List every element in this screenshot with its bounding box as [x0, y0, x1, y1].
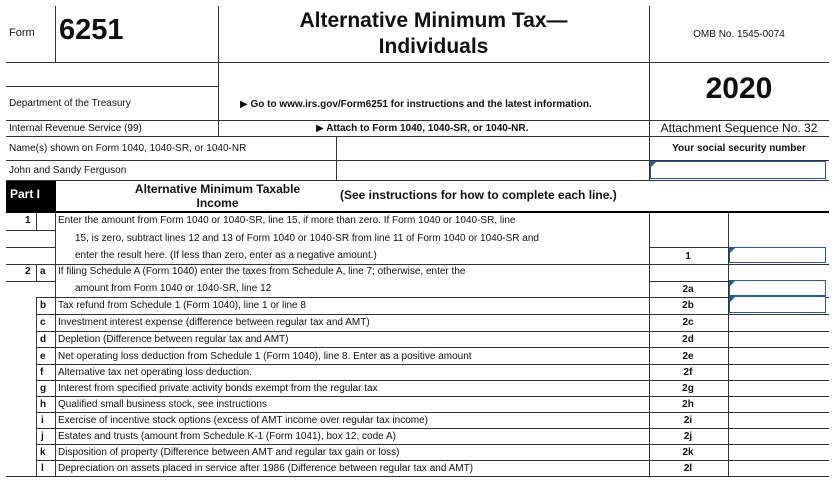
ssn-label: Your social security number: [672, 143, 806, 154]
line-2b-box-label: 2b: [682, 300, 694, 311]
form-title-line2: Individuals: [378, 35, 489, 58]
line-2e-text: Net operating loss deduction from Schedule 1 (Form 1040), line 8. Enter as a positive amount: [58, 351, 472, 362]
line-2i-text: Exercise of incentive stock options (excess of AMT income over regular tax income): [58, 415, 428, 426]
line-1-text-3: enter the result here. (If less than zero, enter as a negative amount.): [75, 250, 377, 261]
line-2c-box-label: 2c: [682, 317, 694, 328]
irs-label: Internal Revenue Service (99): [9, 123, 142, 134]
tax-year: 2020: [705, 72, 773, 105]
line-2k-box-label: 2k: [682, 447, 694, 458]
department: Department of the Treasury: [9, 98, 131, 109]
line-1-number: 1: [25, 215, 31, 226]
line-1-text-1: Enter the amount from Form 1040 or 1040-SR, line 15, if more than zero. If Form 1040 or 1040-SR, line: [58, 215, 516, 226]
line-2k-text: Disposition of property (Difference between AMT and regular tax gain or loss): [58, 447, 400, 458]
line-2h-text: Qualified small business stock, see instructions: [58, 399, 267, 410]
line-2l-letter: l: [41, 463, 44, 474]
line-2i-box-label: 2i: [683, 415, 693, 426]
line-2b-letter: b: [40, 300, 47, 311]
part-title-line1: Alternative Minimum Taxable: [134, 182, 301, 196]
part-instructions: (See instructions for how to complete each line.): [340, 188, 617, 202]
form-title: [218, 8, 649, 60]
line-2d-text: Depletion (Difference between regular tax and AMT): [58, 334, 289, 345]
line-2g-letter: g: [40, 383, 47, 394]
line-1-box-label: 1: [685, 251, 691, 262]
line-2d-box-label: 2d: [682, 334, 694, 345]
part-title: [110, 182, 325, 210]
line-2j-text: Estates and trusts (amount from Schedule K-1 (Form 1041), box 12, code A): [58, 431, 396, 442]
line-2f-text: Alternative tax net operating loss deduction.: [58, 367, 253, 378]
line-2f-box-label: 2f: [683, 367, 693, 378]
line-2-number: 2: [25, 266, 31, 277]
name-label: Name(s) shown on Form 1040, 1040-SR, or 1040-NR: [9, 143, 247, 154]
field-marker-icon: [651, 162, 656, 167]
line-2j-box-label: 2j: [683, 431, 693, 442]
line-2a-text-1: If filing Schedule A (Form 1040) enter the taxes from Schedule A, line 7; otherwise, enter the: [58, 266, 466, 277]
line-2i-letter: i: [41, 415, 44, 426]
part-title-line2: Income: [196, 196, 239, 210]
line-2a-amount[interactable]: [729, 280, 826, 296]
line-2c-letter: c: [40, 317, 46, 328]
line-2l-box-label: 2l: [683, 463, 693, 474]
line-2e-box-label: 2e: [682, 351, 694, 362]
part-label-text: Part I: [10, 187, 41, 201]
line-2a-box-label: 2a: [682, 284, 694, 295]
line-2b-text: Tax refund from Schedule 1 (Form 1040), line 1 or line 8: [58, 300, 306, 311]
omb-number: OMB No. 1545-0074: [693, 29, 785, 40]
line-2a-letter: a: [40, 266, 46, 277]
form-label: Form: [9, 27, 35, 39]
taxpayer-name[interactable]: John and Sandy Ferguson: [9, 165, 127, 176]
form-title-line1: Alternative Minimum Tax—: [299, 9, 568, 32]
line-2l-text: Depreciation on assets placed in service after 1986 (Difference between regular tax and AMT): [58, 463, 474, 474]
attach-instruction: ▶ Attach to Form 1040, 1040-SR, or 1040-NR.: [316, 123, 529, 134]
line-2j-letter: j: [41, 431, 44, 442]
attachment-sequence: Attachment Sequence No. 32: [660, 121, 818, 135]
line-2c-text: Investment interest expense (difference between regular tax and AMT): [58, 317, 370, 328]
field-marker-icon: [730, 297, 735, 302]
line-2h-letter: h: [40, 399, 47, 410]
line-2k-letter: k: [40, 447, 46, 458]
line-2g-text: Interest from specified private activity bonds exempt from the regular tax: [58, 383, 378, 394]
goto-instructions: ▶ Go to www.irs.gov/Form6251 for instructions and the latest information.: [240, 99, 592, 110]
line-2a-text-2: amount from Form 1040 or 1040-SR, line 12: [75, 283, 272, 294]
line-2h-box-label: 2h: [682, 399, 694, 410]
line-2b-amount[interactable]: [729, 296, 826, 313]
line-2e-letter: e: [40, 351, 46, 362]
line-2d-letter: d: [40, 334, 47, 345]
ssn-field[interactable]: [650, 161, 826, 179]
line-2g-box-label: 2g: [682, 383, 694, 394]
line-2f-letter: f: [40, 367, 44, 378]
line-1-text-2: 15, is zero, subtract lines 12 and 13 of Form 1040 or 1040-SR from line 11 of Form 1040 or 1040-SR and: [75, 233, 539, 244]
form-number: 6251: [59, 14, 124, 46]
line-1-amount[interactable]: [729, 247, 826, 263]
field-marker-icon: [730, 281, 735, 286]
field-marker-icon: [730, 248, 735, 253]
